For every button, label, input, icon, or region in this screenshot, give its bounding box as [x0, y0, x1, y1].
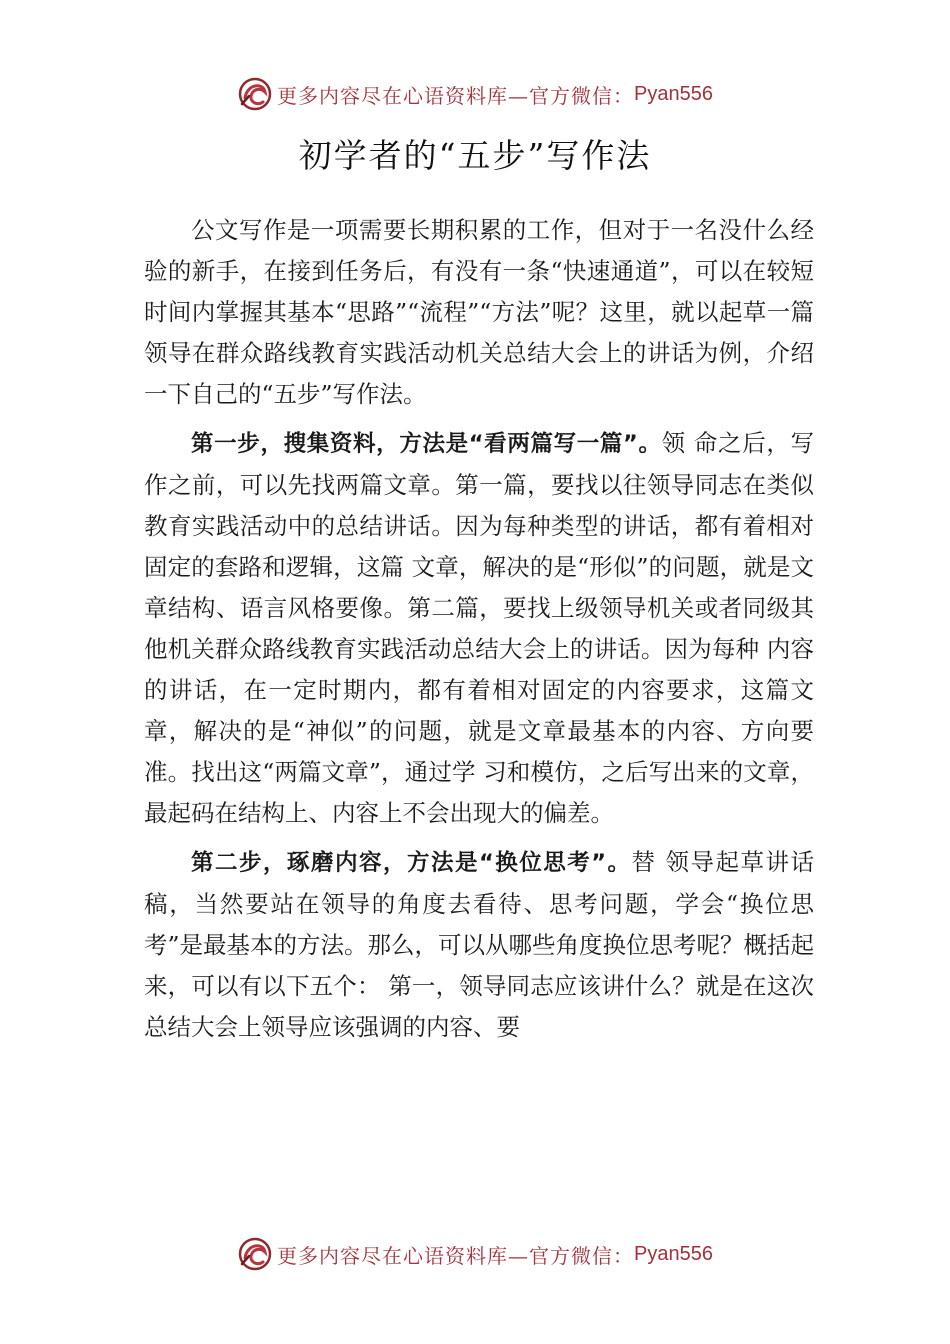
watermark-contact: Pyan556	[634, 82, 713, 105]
step2-text: 替 领导起草讲话稿，当然要站在领导的角度去看待、思考问题，学会“换位思考”是最基本的方法。那么，可以从哪些角度换位思考呢？概括起来，可以有以下五个： 第一，领导同志应该讲什么？就是在这次总结大会上领导应该强调的内容、要	[144, 848, 815, 1041]
step2-paragraph	[144, 842, 814, 1048]
footer-watermark-banner	[0, 1234, 950, 1274]
step1-paragraph	[144, 423, 814, 834]
intro-paragraph: 公文写作是一项需要长期积累的工作，但对于一名没什么经验的新手，在接到任务后，有没有一条“快速通道”，可以在较短时间内掌握其基本“思路”“流程”“方法”呢？这里，就以起草一篇领导在群众路线教育实践活动机关总结大会上的讲话为例，介绍一下自己的“五步”写作法。	[144, 216, 814, 408]
document-body	[144, 210, 814, 1056]
red-swirl-logo-icon	[237, 1236, 273, 1272]
watermark-text: 更多内容尽在心语资料库—官方微信：	[277, 83, 635, 108]
watermark-contact: Pyan556	[634, 1242, 713, 1265]
document-title: 初学者的“五步”写作法	[298, 136, 652, 175]
red-swirl-logo-icon	[237, 76, 273, 112]
step1-text: 领 命之后，写作之前，可以先找两篇文章。第一篇，要找以往领导同志在类似教育实践活动中的总结讲话。因为每种类型的讲话，都有着相对固定的套路和逻辑，这篇 文章，解决的是“形似”的问题，就是文章结构、语言风格要像。第二篇，要找上级领导机关或者同级其他机关群众路线教育实践活动总结大会上的讲话。因为每种 内容的讲话，在一定时期内，都有着相对固定的内容要求，这篇文章，解决的是“神似”的问题，就是文章最基本的内容、方向要准。找出这“两篇文章”，通过学 习和模仿，之后写出来的文章，最起码在结构上、内容上不会出现大的偏差。	[144, 429, 814, 827]
step2-heading: 第二步，琢磨内容，方法是“换位思考”。	[191, 850, 632, 876]
watermark-text: 更多内容尽在心语资料库—官方微信：	[277, 1243, 635, 1268]
header-watermark-banner	[0, 74, 950, 114]
step1-heading: 第一步，搜集资料，方法是“看两篇写一篇”。	[191, 431, 662, 457]
